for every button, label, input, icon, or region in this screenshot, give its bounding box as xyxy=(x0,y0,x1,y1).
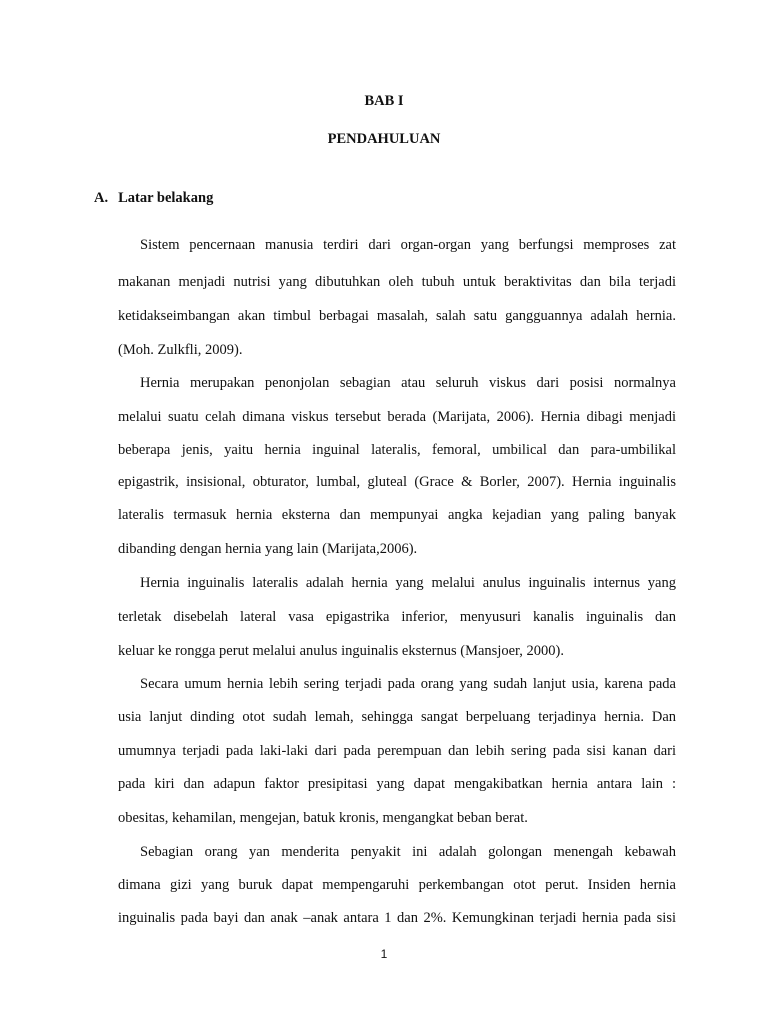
text-line: obesitas, kehamilan, mengejan, batuk kronis, mengangkat beban berat. xyxy=(118,810,528,826)
text-line: beberapa jenis, yaitu hernia inguinal lateralis, femoral, umbilical dan para-umbilikal xyxy=(118,442,676,458)
section-heading xyxy=(94,189,213,207)
text-line: inguinalis pada bayi dan anak –anak antara 1 dan 2%. Kemungkinan terjadi hernia pada sisi xyxy=(118,910,676,926)
section-title: Latar belakang xyxy=(118,190,214,206)
text-line: Sebagian orang yan menderita penyakit ini adalah golongan menengah kebawah xyxy=(140,844,676,860)
chapter-title: PENDAHULUAN xyxy=(327,131,441,147)
section-number: A. xyxy=(94,190,109,206)
text-line: dibanding dengan hernia yang lain (Marijata,2006). xyxy=(118,541,418,557)
page-number: 1 xyxy=(380,947,388,961)
text-line: melalui suatu celah dimana viskus tersebut berada (Marijata, 2006). Hernia dibagi menjadi xyxy=(118,409,676,425)
text-line: umumnya terjadi pada laki-laki dari pada perempuan dan lebih sering pada sisi kanan dari xyxy=(118,743,676,759)
chapter-number: BAB I xyxy=(364,93,404,109)
text-line: keluar ke rongga perut melalui anulus inguinalis eksternus (Mansjoer, 2000). xyxy=(118,643,564,659)
text-line: usia lanjut dinding otot sudah lemah, sehingga sangat berpeluang terjadinya hernia. Dan xyxy=(118,709,676,725)
text-line: Secara umum hernia lebih sering terjadi pada orang yang sudah lanjut usia, karena pada xyxy=(140,676,676,692)
text-line: epigastrik, insisional, obturator, lumbal, gluteal (Grace & Borler, 2007). Hernia inguinalis xyxy=(118,474,676,490)
text-line: pada kiri dan adapun faktor presipitasi yang dapat mengakibatkan hernia antara lain : xyxy=(118,776,676,792)
text-line: Hernia merupakan penonjolan sebagian atau seluruh viskus dari posisi normalnya xyxy=(140,375,676,391)
text-line: lateralis termasuk hernia eksterna dan mempunyai angka kejadian yang paling banyak xyxy=(118,507,676,523)
text-line: (Moh. Zulkfli, 2009). xyxy=(118,342,243,358)
text-line: terletak disebelah lateral vasa epigastrika inferior, menyusuri kanalis inguinalis dan xyxy=(118,609,676,625)
text-line: Sistem pencernaan manusia terdiri dari organ-organ yang berfungsi memproses zat xyxy=(140,237,676,253)
text-line: dimana gizi yang buruk dapat mempengaruhi perkembangan otot perut. Insiden hernia xyxy=(118,877,676,893)
text-line: makanan menjadi nutrisi yang dibutuhkan oleh tubuh untuk beraktivitas dan bila terjadi xyxy=(118,274,676,290)
text-line: Hernia inguinalis lateralis adalah hernia yang melalui anulus inguinalis internus yang xyxy=(140,575,676,591)
text-line: ketidakseimbangan akan timbul berbagai masalah, salah satu gangguannya adalah hernia. xyxy=(118,308,676,324)
